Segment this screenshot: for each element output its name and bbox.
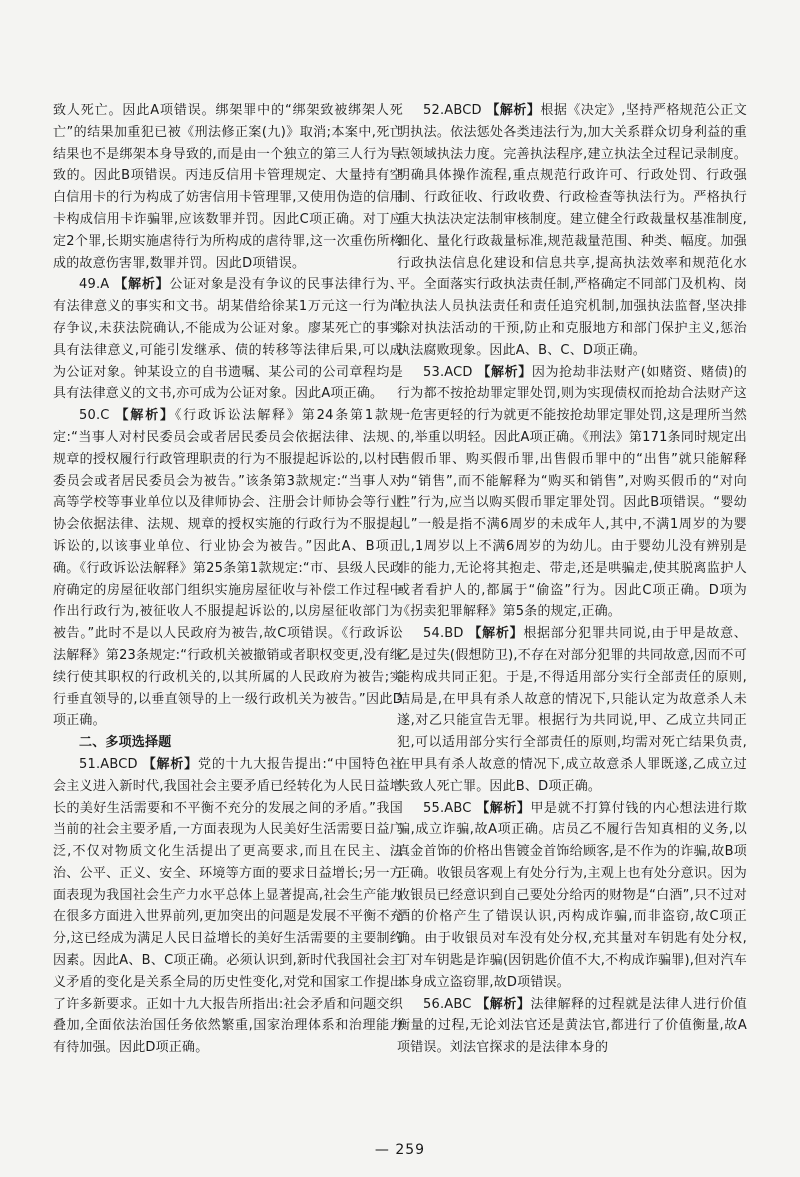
- answer-paragraph: [397, 623, 747, 797]
- right-column: [397, 100, 747, 1059]
- answer-key: ACD: [444, 364, 473, 380]
- analysis-tag: 【解析】: [476, 996, 531, 1012]
- answer-key: C: [100, 408, 110, 424]
- analysis-tag: 【解析】: [115, 408, 175, 424]
- answer-key: ABCD: [100, 756, 138, 772]
- analysis-tag: 【解析】: [468, 626, 524, 642]
- section-heading: 二、多项选择题: [79, 735, 172, 751]
- question-number: 50.: [79, 408, 101, 424]
- analysis-tag: 【解析】: [142, 756, 198, 772]
- analysis-tag: 【解析】: [477, 364, 532, 380]
- question-number: 49.: [79, 277, 101, 293]
- analysis-text: 甲是就不打算付钱的内心想法进行欺骗,成立诈骗,故A项正确。店员乙不履行告知真相的义务,以真金首饰的价格出售镀金首饰给顾客,是不作为的诈骗,故B项正确。收银员客观上有处分行为,主观上也有处分意识。因为收银员已经意识到自己要处分给丙的财物是“白酒”,只不过对酒的价格产生了错误认识,丙构成诈骗,而非盗窃,故C项正确。由于收银员对车没有处分权,充其量对车钥匙有处分权,丁对车钥匙是诈骗(因钥匙价值不大,不构成诈骗罪),但对汽车本身成立盗窃罪,故D项错误。: [397, 800, 747, 990]
- analysis-text: 党的十九大报告提出:“中国特色社会主义进入新时代,我国社会主要矛盾已经转化为人民日益增长的美好生活需要和不平衡不充分的发展之间的矛盾。”我国当前的社会主要矛盾,一方面表现为人民美好生活需要日益广泛,不仅对物质文化生活提出了更高要求,而且在民主、法治、公平、正义、安全、环境等方面的要求日益增长;另一方面表现为我国社会生产力水平总体上显著提高,社会生产能力在很多方面进入世界前列,更加突出的问题是发展不平衡不充分,这已经成为满足人民日益增长的美好生活需要的主要制约因素。因此A、B、C项正确。必须认识到,新时代我国社会主义矛盾的变化是关系全局的历史性变化,对党和国家工作提出了许多新要求。正如十九大报告所指出:社会矛盾和问题交织叠加,全面依法治国任务依然繁重,国家治理体系和治理能力有待加强。因此D项正确。: [53, 756, 403, 1056]
- answer-key: ABCD: [444, 103, 482, 118]
- analysis-tag: 【解析】: [476, 800, 531, 816]
- left-column: [53, 100, 403, 1059]
- answer-paragraph: [53, 754, 403, 1059]
- answer-paragraph: [397, 362, 747, 624]
- question-number: 56.: [423, 996, 445, 1012]
- analysis-text: 公证对象是没有争议的民事法律行为、有法律意义的事实和文书。胡某借给徐某1万元这一行为尚存争议,未获法院确认,不能成为公证对象。廖某死亡的事实具有法律意义,可能引发继承、债的转移等法律后果,可以成为公证对象。钟某设立的自书遗嘱、某公司的公司章程均是具有法律意义的文书,亦可成为公证对象。因此A项正确。: [53, 277, 403, 402]
- answer-paragraph: [397, 994, 747, 1059]
- answer-paragraph: [53, 274, 403, 405]
- question-number: 53.: [423, 364, 445, 380]
- answer-key: BD: [444, 626, 464, 642]
- question-number: 54.: [423, 626, 445, 642]
- analysis-tag: 【解析】: [114, 277, 170, 293]
- analysis-text: 法律解释的过程就是法律人进行价值衡量的过程,无论刘法官还是黄法官,都进行了价值衡量,故A项错误。刘法官探求的是法律本身的: [397, 996, 747, 1056]
- question-number: 52.: [423, 103, 445, 118]
- answer-key: ABC: [444, 996, 472, 1012]
- answer-paragraph: [397, 798, 747, 994]
- analysis-tag: 【解析】: [486, 103, 541, 118]
- analysis-text: 根据《决定》,坚持严格规范公正文明执法。依法惩处各类违法行为,加大关系群众切身利益的重点领域执法力度。完善执法程序,建立执法全过程记录制度。明确具体操作流程,重点规范行政许可、行政处罚、行政强制、行政征收、行政收费、行政检查等执法行为。严格执行重大执法决定法制审核制度。建立健全行政裁量权基准制度,细化、量化行政裁量标准,规范裁量范围、种类、幅度。加强行政执法信息化建设和信息共享,提高执法效率和规范化水平。全面落实行政执法责任制,严格确定不同部门及机构、岗位执法人员执法责任和责任追究机制,加强执法监督,坚决排除对执法活动的干预,防止和克服地方和部门保护主义,惩治执法腐败现象。因此A、B、C、D项正确。: [397, 103, 747, 358]
- analysis-text: 致人死亡。因此A项错误。绑架罪中的“绑架致被绑架人死亡”的结果加重犯已被《刑法修正案(九)》取消;本案中,死亡结果也不是绑架本身导致的,而是由一个独立的第三人行为导致的。因此B项错误。丙违反信用卡管理规定、大量持有空白信用卡的行为构成了妨害信用卡管理罪,又使用伪造的信用卡构成信用卡诈骗罪,应该数罪并罚。因此C项正确。对丁应定2个罪,长期实施虐待行为所构成的虐待罪,这一次重伤所构成的故意伤害罪,数罪并罚。因此D项错误。: [53, 103, 403, 271]
- answer-paragraph: [397, 100, 747, 362]
- question-number: 55.: [423, 800, 445, 816]
- answer-paragraph: [53, 100, 403, 274]
- page-number: — 259: [374, 1142, 426, 1158]
- analysis-text: 根据部分犯罪共同说,由于甲是故意、乙是过失(假想防卫),不存在对部分犯罪的共同故意,因而不可能构成共同正犯。于是,不得适用部分实行全部责任的原则,结局是,在甲具有杀人故意的情况下,只能认定为故意杀人未遂,对乙只能宣告无罪。根据行为共同说,甲、乙成立共同正犯,可以适用部分实行全部责任的原则,均需对死亡结果负责,在甲具有杀人故意的情况下,成立故意杀人罪既遂,乙成立过失致人死亡罪。因此B、D项正确。: [397, 626, 747, 794]
- analysis-text: 《行政诉讼法解释》第24条第1款规定:“当事人对村民委员会或者居民委员会依据法律、法规、规章的授权履行行政管理职责的行为不服提起诉讼的,以村民委员会或者居民委员会为被告。”该条第3款规定:“当事人对高等学校等事业单位以及律师协会、注册会计师协会等行业协会依据法律、法规、规章的授权实施的行政行为不服提起诉讼的,以该事业单位、行业协会为被告。”因此A、B项正确。《行政诉讼法解释》第25条第1款规定:“市、县级人民政府确定的房屋征收部门组织实施房屋征收与补偿工作过程中作出行政行为,被征收人不服提起诉讼的,以房屋征收部门为被告。”此时不是以人民政府为被告,故C项错误。《行政诉讼法解释》第23条规定:“行政机关被撤销或者职权变更,没有继续行使其职权的行政机关的,以其所属的人民政府为被告;实行垂直领导的,以垂直领导的上一级行政机关为被告。”因此D项正确。: [53, 408, 403, 729]
- analysis-text: 因为抢劫非法财产(如赌资、赌债)的行为都不按抢劫罪定罪处罚,则为实现债权而抢劫合法财产这一危害更轻的行为就更不能按抢劫罪定罪处罚,这是理所当然的,举重以明轻。因此A项正确。《刑法》第171条同时规定出售假币罪、购买假币罪,出售假币罪中的“出售”就只能解释为“销售”,而不能解释为“购买和销售”,对购买假币的“对向性”行为,应当以购买假币罪定罪处罚。因此B项错误。“婴幼儿”一般是指不满6周岁的未成年人,其中,不满1周岁的为婴儿,1周岁以上不满6周岁的为幼儿。由于婴幼儿没有辨别是非的能力,无论将其抱走、带走,还是哄骗走,使其脱离监护人或者看护人的,都属于“偷盗”行为。因此C项正确。D项为《拐卖犯罪解释》第5条的规定,正确。: [397, 364, 747, 620]
- answer-key: A: [100, 277, 110, 293]
- question-number: 51.: [79, 756, 101, 772]
- answer-key: ABC: [444, 800, 472, 816]
- answer-paragraph: [53, 405, 403, 732]
